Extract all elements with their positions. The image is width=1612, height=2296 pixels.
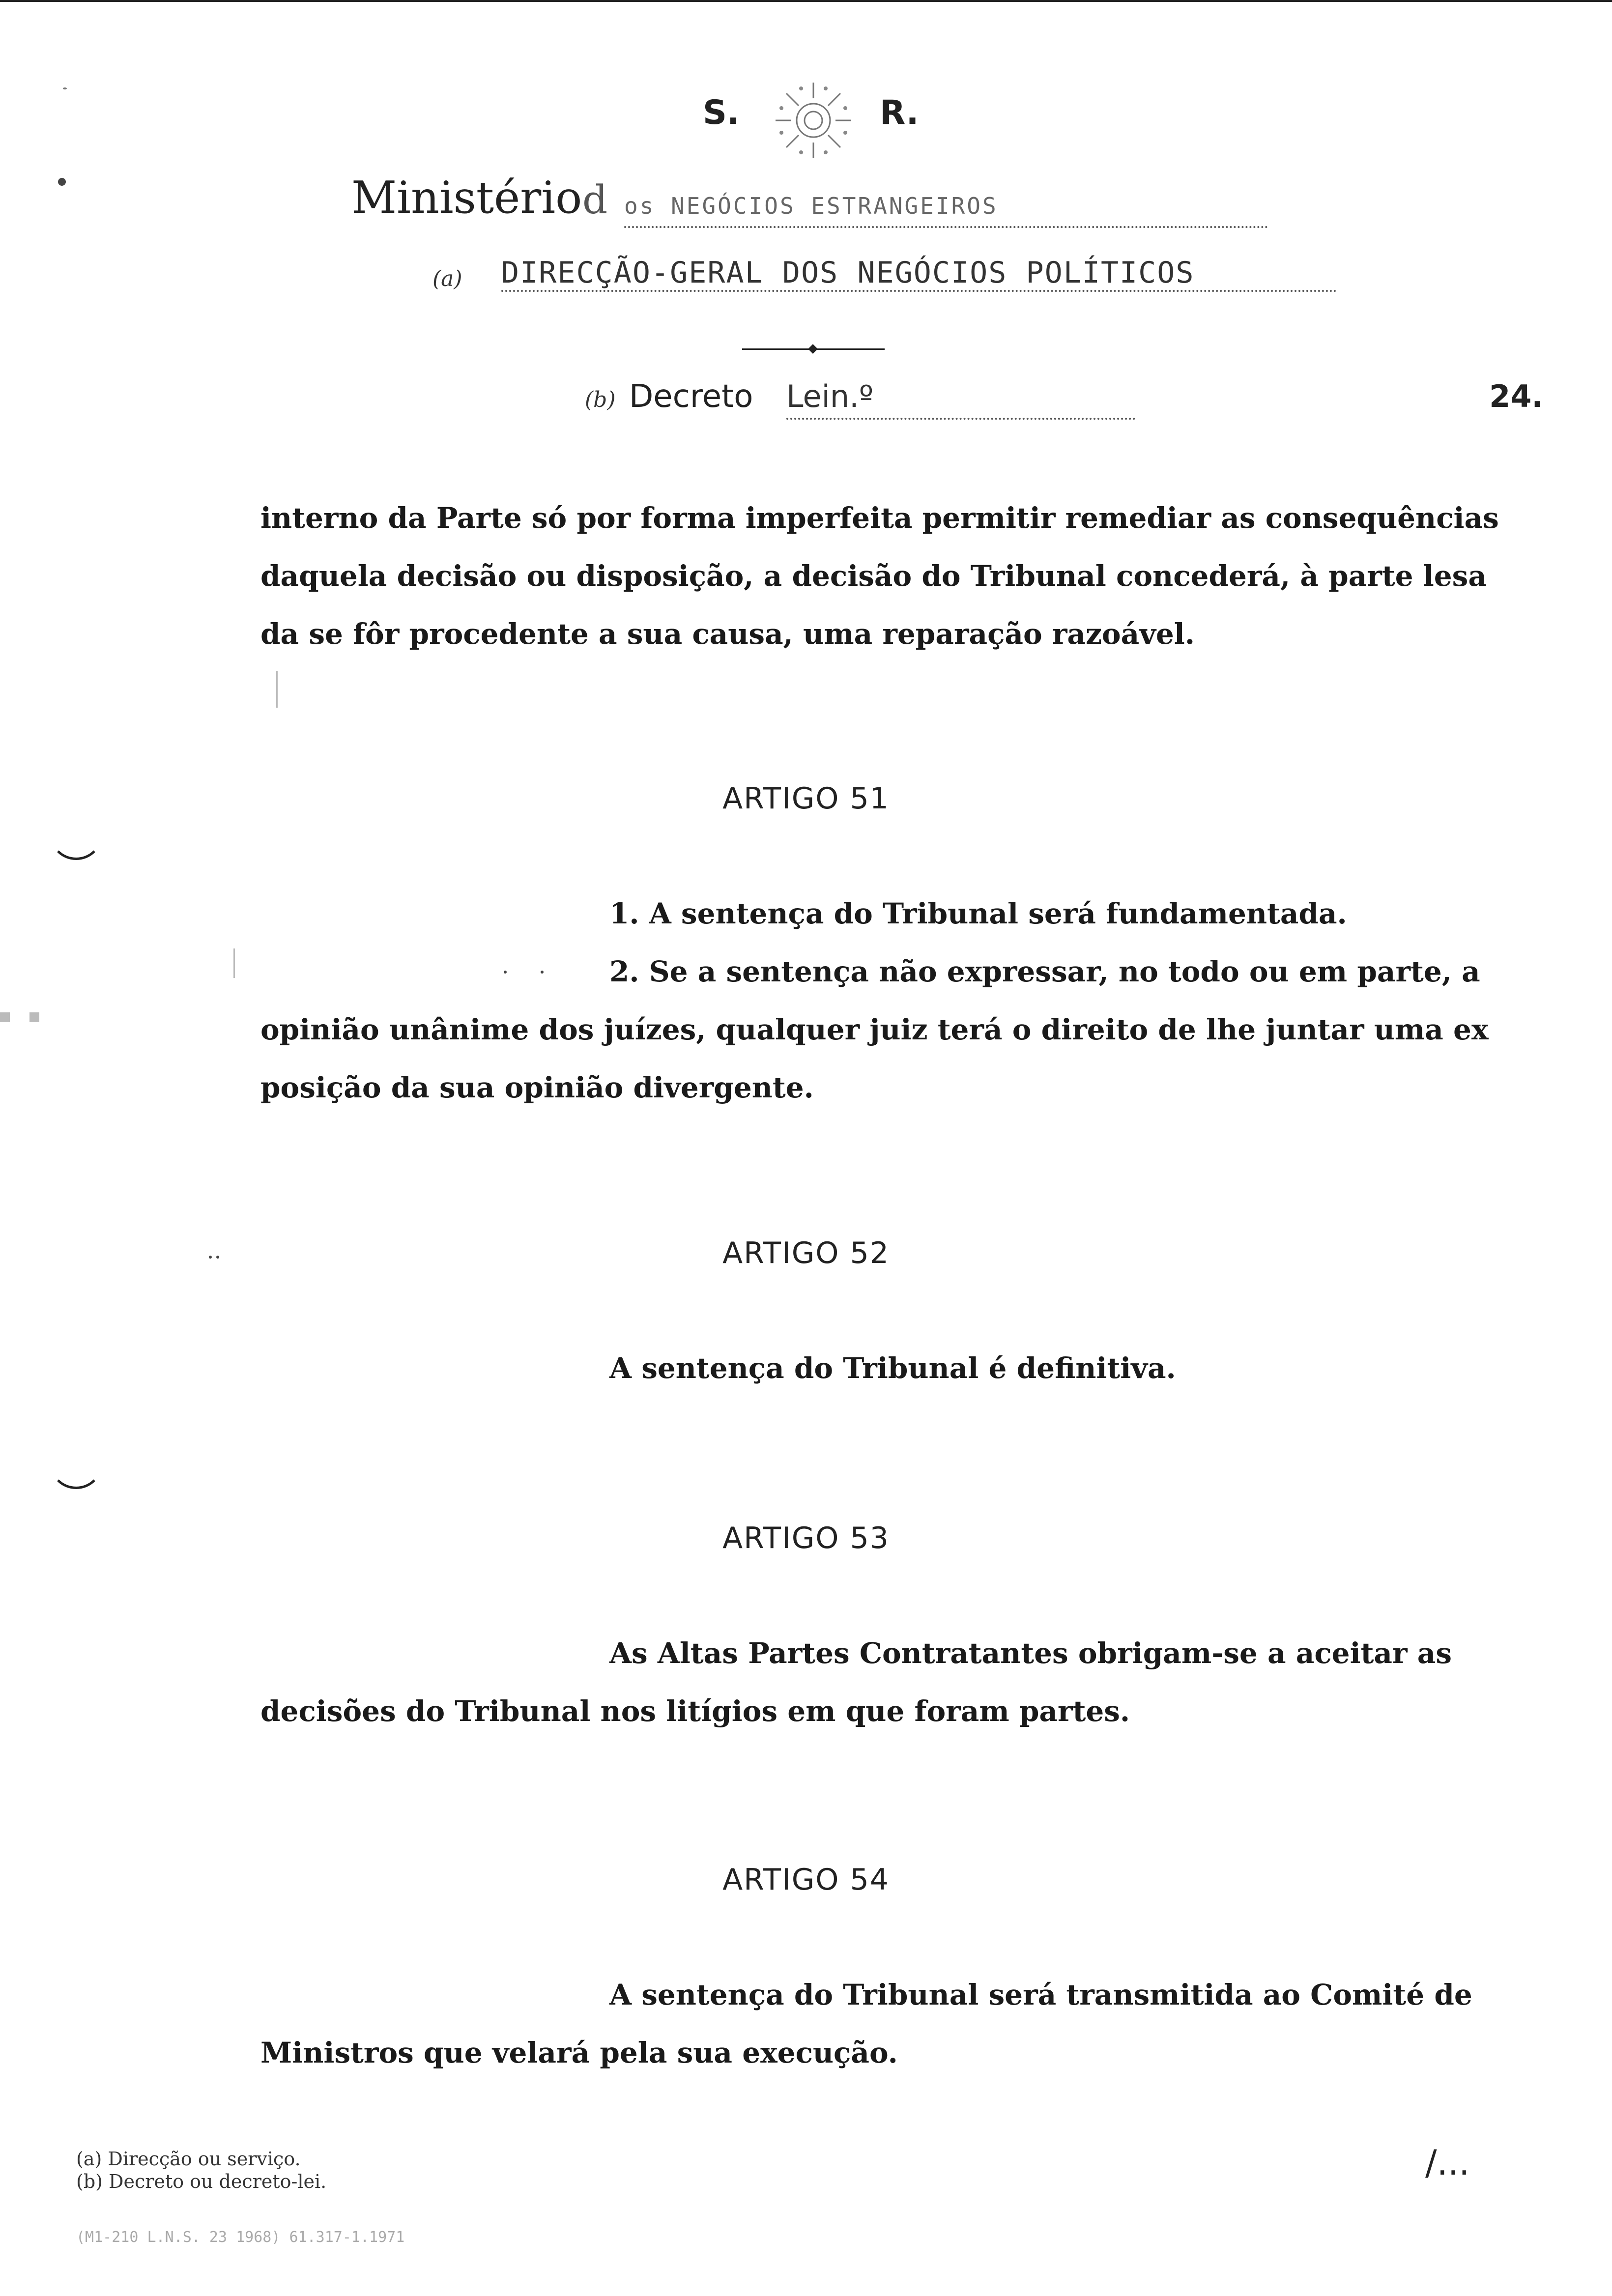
punch-hole-mark-icon [49,1435,103,1489]
direccao-dotted-line [501,290,1337,292]
scan-speck [541,971,544,974]
article-51-body [260,885,1558,1117]
article-52-body [260,1339,1558,1397]
decreto-line [585,378,1543,423]
direccao-line [432,256,1342,300]
text-line: As Altas Partes Contratantes obrigam-se a aceitar as [609,1636,1452,1670]
page-number: 24. [1489,378,1543,414]
decreto-label: Decreto [629,378,753,415]
footnotes [76,2148,326,2193]
decreto-fill-text: Lein.º [786,378,874,414]
scan-speck [63,87,67,89]
direccao-text: DIRECÇÃO-GERAL DOS NEGÓCIOS POLÍTICOS [501,256,1195,290]
top-border [0,0,1612,2]
footnote-a: (a) Direcção ou serviço. [76,2148,301,2170]
scan-line [276,671,278,708]
footnote-b: (b) Decreto ou decreto-lei. [76,2171,327,2192]
text-line: A sentença do Tribunal será transmitida ao Comité de [609,1978,1472,2011]
scan-speck [58,178,66,186]
scan-speck [504,971,507,974]
article-51-heading: ARTIGO 51 [722,781,890,816]
text-line: decisões do Tribunal nos litígios em que foram partes. [260,1694,1130,1728]
printer-code: (M1-210 L.N.S. 23 1968) 61.317-1.1971 [76,2229,405,2246]
scan-smudge [0,1012,79,1022]
text-line: opinião unânime dos juízes, qualquer juiz terá o direito de lhe juntar uma ex [260,1013,1489,1046]
scan-line [233,948,235,978]
article-53-heading: ARTIGO 53 [722,1521,890,1555]
text-line: Ministros que velará pela sua execução. [260,2036,898,2069]
sr-right-letter: R. [880,93,919,132]
text-line: daquela decisão ou disposição, a decisão do Tribunal concederá, à parte lesa [260,559,1487,593]
article-54-heading: ARTIGO 54 [722,1863,890,1897]
article-54-body [260,1966,1558,2082]
article-52-heading: ARTIGO 52 [722,1236,890,1270]
article-53-body [260,1624,1558,1740]
intro-paragraph [260,489,1558,663]
text-line: 2. Se a sentença não expressar, no todo ou em parte, a [609,955,1480,988]
ministry-main-text: Ministério [351,172,582,224]
ministry-preposition: d [582,177,608,223]
letterhead [688,74,953,162]
punch-hole-mark-icon [49,806,103,860]
ministry-title [351,172,1275,231]
scan-speck [209,1256,212,1259]
text-line: interno da Parte só por forma imperfeita permitir remediar as consequências [260,501,1499,535]
coat-of-arms-emblem-icon [772,79,855,162]
sr-left-letter: S. [703,93,740,132]
text-line: 1. A sentença do Tribunal será fundamentada. [609,897,1347,930]
ministry-dotted-line [624,226,1268,228]
scan-speck [216,1256,219,1259]
footnote-marker-a: (a) [432,266,462,291]
ministry-fill-text: os NEGÓCIOS ESTRANGEIROS [624,193,998,219]
ornament-divider [742,344,885,354]
text-line: A sentença do Tribunal é definitiva. [609,1351,1176,1385]
decreto-dotted-line [786,418,1135,420]
continuation-mark: /... [1425,2143,1470,2183]
footnote-marker-b: (b) [585,387,616,412]
text-line: da se fôr procedente a sua causa, uma reparação razoável. [260,617,1195,651]
text-line: posição da sua opinião divergente. [260,1071,814,1104]
